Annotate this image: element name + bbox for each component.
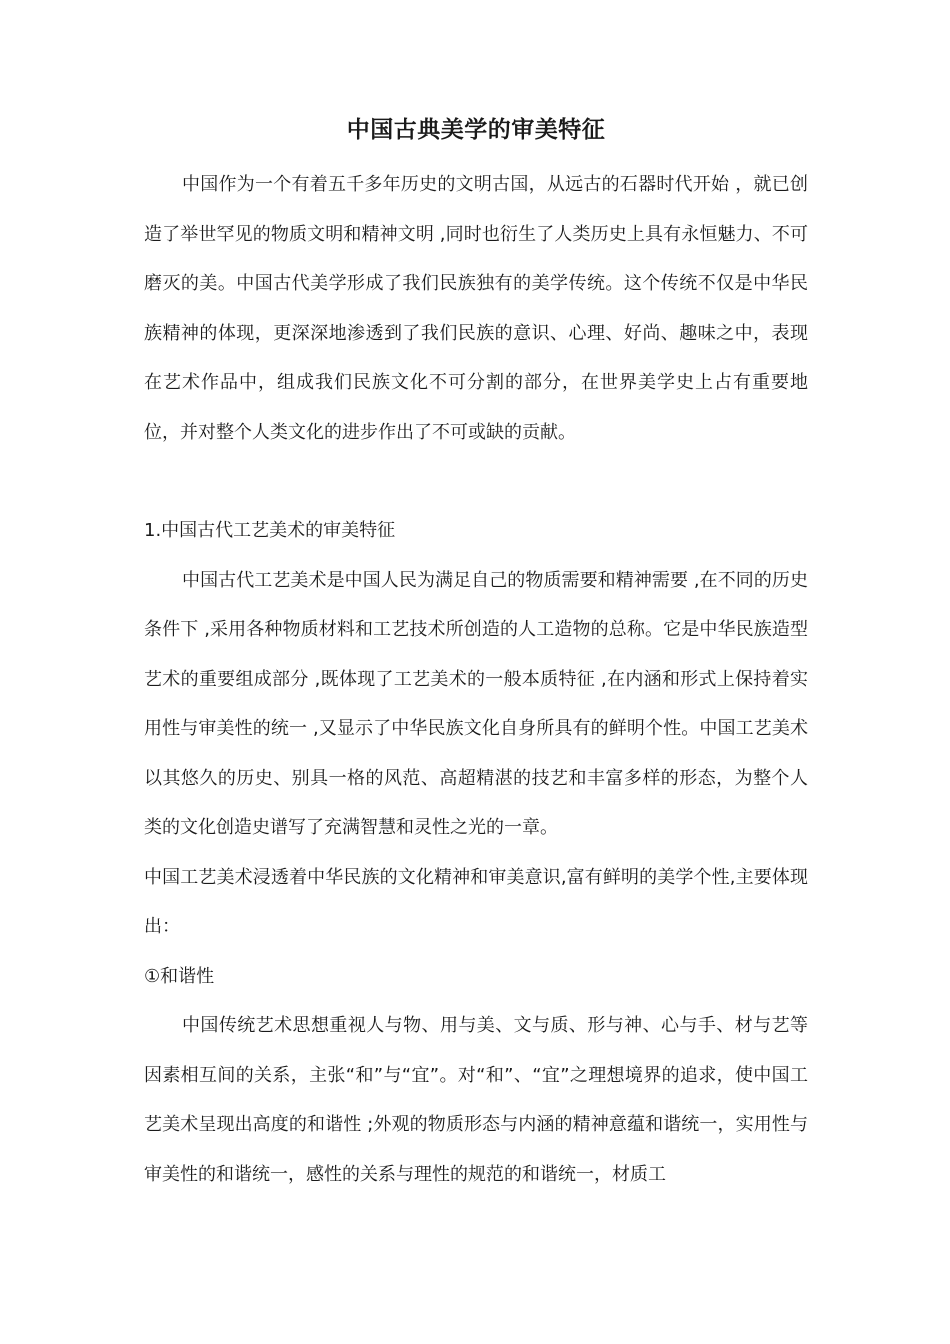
section-heading: 1.中国古代工艺美术的审美特征 bbox=[144, 520, 396, 541]
harmony-paragraph: 中国传统艺术思想重视人与物、用与美、文与质、形与神、心与手、材与艺等因素相互间的关系，主张“和”与“宜”。对“和”、“宜”之理想境界的追求，使中国工艺美术呈现出高度的和谐性 ;外观的物质形态与内涵的精神意蕴和谐统一，实用性与审美性的和谐统一，感性的关系与理性的规范的和谐统一，材质工 bbox=[144, 1015, 808, 1185]
document-title: 中国古典美学的审美特征 bbox=[346, 117, 606, 143]
intro-paragraph: 中国作为一个有着五千多年历史的文明古国，从远古的石器时代开始 ，就已创造了举世罕见的物质文明和精神文明 ,同时也衍生了人类历史上具有永恒魅力、不可磨灭的美。中国古代美学形成了我们民族独有的美学传统。这个传统不仅是中华民族精神的体现，更深深地渗透到了我们民族的意识、心理、好尚、趣味之中，表现在艺术作品中，组成我们民族文化不可分割的部分，在世界美学史上占有重要地位，并对整个人类文化的进步作出了不可或缺的贡献。 bbox=[144, 174, 808, 443]
document-page bbox=[144, 104, 808, 1199]
section-paragraph: 中国古代工艺美术是中国人民为满足自己的物质需要和精神需要 ,在不同的历史条件下 ,采用各种物质材料和工艺技术所创造的人工造物的总称。它是中华民族造型艺术的重要组成部分 ,既体现了工艺美术的一般本质特征 ,在内涵和形式上保持着实用性与审美性的统一 ,又显示了中华民族文化自身所具有的鲜明个性。中国工艺美术以其悠久的历史、别具一格的风范、高超精湛的技艺和丰富多样的形态，为整个人类的文化创造史谱写了充满智慧和灵性之光的一章。 bbox=[144, 569, 808, 838]
subheading-harmony: ①和谐性 bbox=[144, 965, 215, 987]
section-paragraph-continued: 中国工艺美术浸透着中华民族的文化精神和审美意识,富有鲜明的美学个性,主要体现出： bbox=[144, 866, 808, 937]
